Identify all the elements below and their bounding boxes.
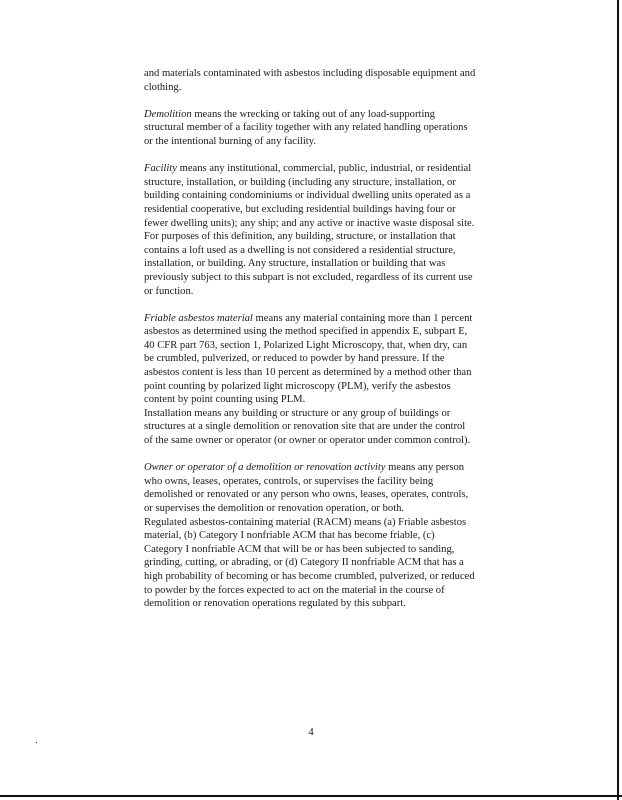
definition-text: means the wrecking or taking out of any load-supporting structural member of a facility together with any related handling operations or the intentional burning of any facility. [144,108,468,147]
definition-friable-asbestos-material [144,312,476,407]
definition-installation [144,407,476,448]
definition-term: Facility [144,163,177,175]
page-number: 4 [308,727,314,738]
scan-speck [36,742,37,743]
definition-racm [144,516,476,611]
page-edge-right [617,0,619,800]
definition-text: means any institutional, commercial, public, industrial, or residential structure, installation, or building (including any structure, installation, or building containing condominiums or individual dwelling units operated as a residential cooperative, but excluding residential buildings having four or fewer dwelling units); any ship; and any active or inactive waste disposal site. For purposes of this definition, any building, structure, or installation that contains a loft used as a dwelling is not considered a residential structure, installation, or building. Any structure, installation or building that was previously subject to this subpart is not excluded, regardless of its current use or function. [144,163,475,297]
definition-term: Friable asbestos material [144,312,253,324]
definition-text: means any material containing more than 1 percent asbestos as determined using the method specified in appendix E, subpart E, 40 CFR part 763, section 1, Polarized Light Microscopy, that, when dry, can be crumbled, pulverized, or reduced to powder by hand pressure. If the asbestos content is less than 10 percent as determined by a method other than point counting by polarized light microscopy (PLM), verify the asbestos content by point counting using PLM. [144,312,473,406]
definition-owner-or-operator [144,461,476,515]
definition-text: Installation means any building or structure or any group of buildings or structures at a single demolition or renovation site that are under the control of the same owner or operator (or owner or operator under common control). [144,407,471,447]
paragraph-continuation [144,67,476,94]
definition-facility [144,162,476,298]
paragraph-text: and materials contaminated with asbestos including disposable equipment and clothing. [144,68,476,93]
definition-demolition [144,108,476,149]
definition-text: means any person who owns, leases, operates, controls, or supervises the facility being demolished or renovated or any person who owns, leases, operates, controls, or supervises the demolition or renovation operation, or both. [144,462,469,514]
page-edge-bottom [0,795,622,797]
document-body [144,67,476,624]
definition-text: Regulated asbestos-containing material (RACM) means (a) Friable asbestos material, (b) Category I nonfriable ACM that has become friable, (c) Category I nonfriable ACM that will be or has been subjected to sanding, grinding, cutting, or abrading, or (d) Category II nonfriable ACM that has a high probability of becoming or has become crumbled, pulverized, or reduced to powder by the forces expected to act on the material in the course of demolition or renovation operations regulated by this subpart. [144,516,475,610]
definition-term: Owner or operator of a demolition or renovation activity [144,462,386,474]
definition-term: Demolition [144,108,192,120]
